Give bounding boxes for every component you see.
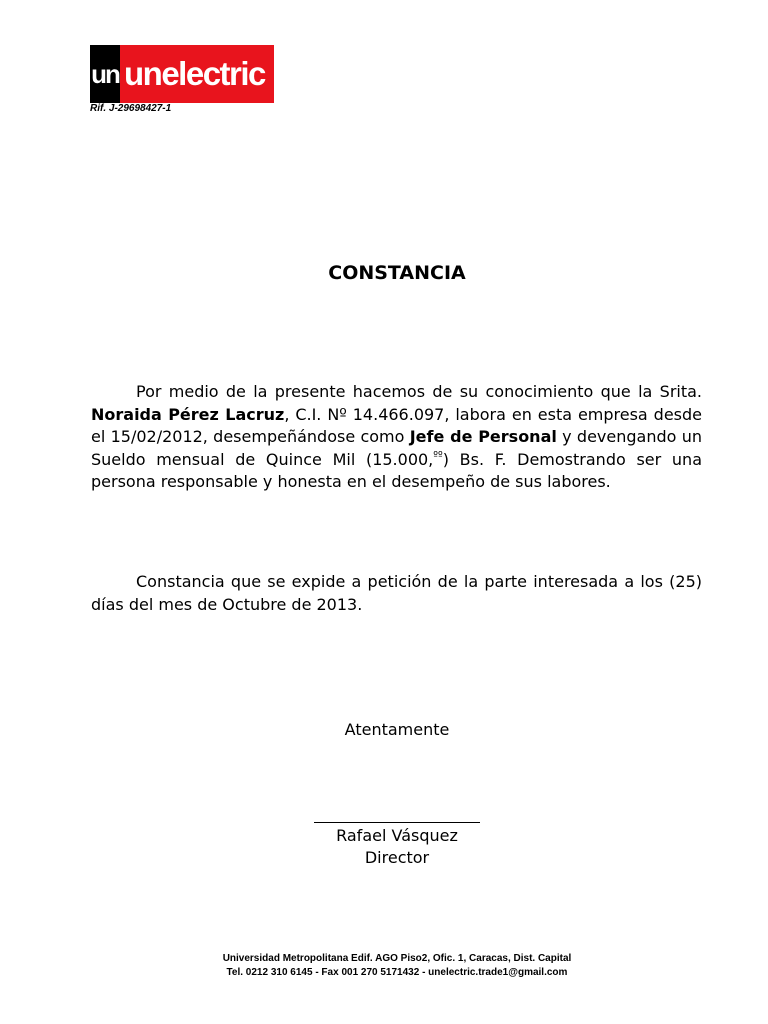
logo-wordmark: unelectric	[124, 55, 265, 92]
signature-line	[314, 822, 480, 823]
closing-text: Atentamente	[344, 720, 450, 739]
signer-role: Director	[364, 848, 430, 867]
body-paragraph-1	[91, 381, 702, 494]
logo-mark: un	[90, 45, 120, 103]
paragraph-text: ) Bs. F. Demostrando ser una persona responsable y honesta en el desempeño de sus labores.	[91, 449, 702, 492]
paragraph-text: y devengando un Sueldo mensual de Quince Mil (15.000,	[91, 427, 702, 469]
paragraph-text: , C.I. Nº 14.466.097, labora en esta empresa desde el 15/02/2012, desempeñándose como	[91, 404, 702, 447]
employee-position: Jefe de Personal	[409, 427, 557, 447]
tax-id: Rif. J-29698427-1	[90, 103, 172, 114]
paragraph-text: Por medio de la presente hacemos de su conocimiento que la Srita.	[136, 382, 702, 401]
body-paragraph-2: Constancia que se expide a petición de la parte interesada a los (25) días del mes de Octubre de 2013.	[91, 572, 702, 614]
footer-contact: Tel. 0212 310 6145 - Fax 001 270 5171432 - unelectric.trade1@gmail.com	[226, 967, 568, 978]
document-title: CONSTANCIA	[328, 262, 466, 284]
signer-name: Rafael Vásquez	[336, 826, 458, 845]
company-logo	[90, 45, 274, 103]
footer-address: Universidad Metropolitana Edif. AGO Piso2, Ofic. 1, Caracas, Dist. Capital	[222, 953, 572, 964]
cents-superscript: ºº	[433, 450, 443, 462]
employee-name: Noraida Pérez Lacruz	[91, 404, 285, 424]
